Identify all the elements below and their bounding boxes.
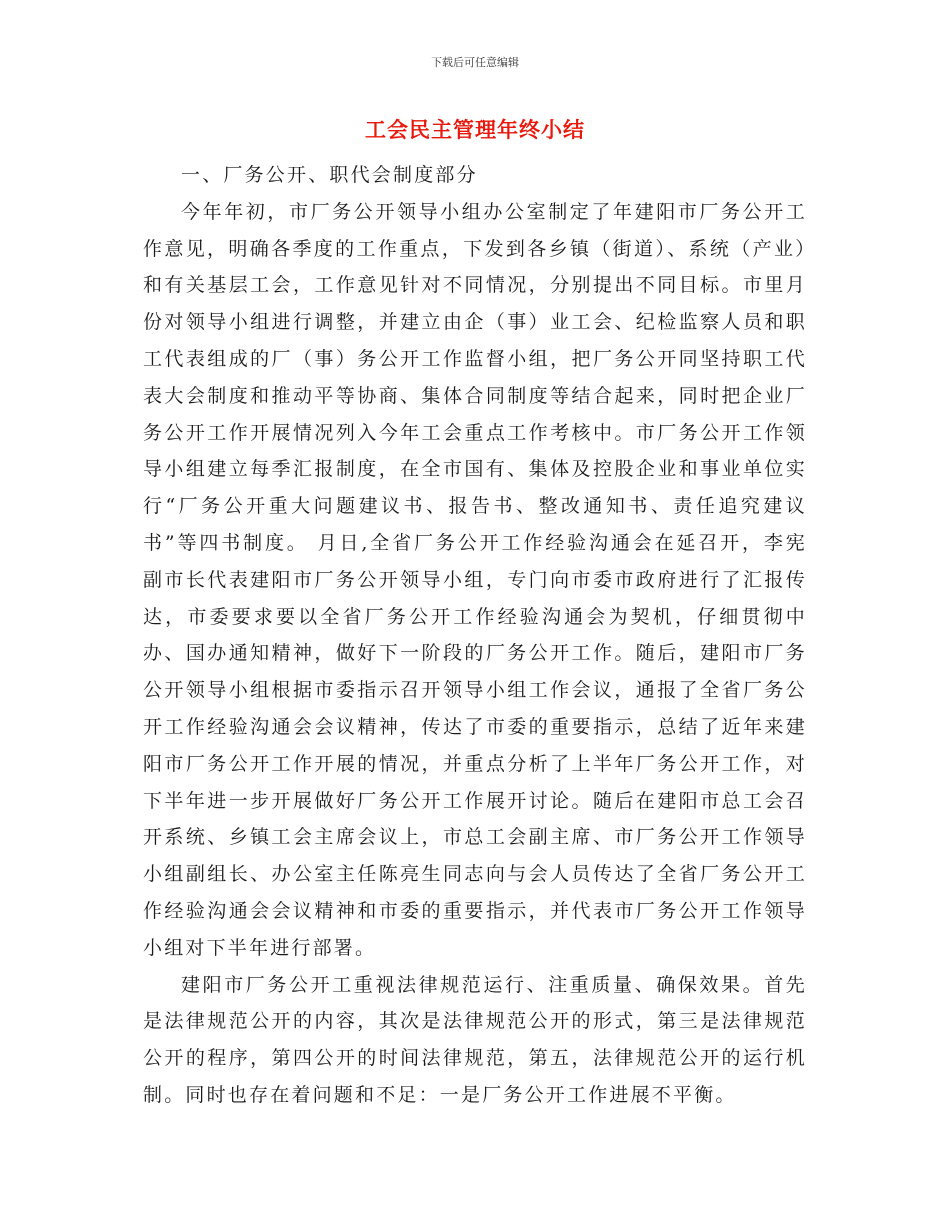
header-note: 下载后可任意编辑 xyxy=(431,56,519,69)
paragraph: 今年年初，市厂务公开领导小组办公室制定了年建阳市厂务公开工作意见，明确各季度的工作重点，下发到各乡镇（街道）、系统（产业）和有关基层工会，工作意见针对不同情况，分别提出不同目标。市里月份对领导小组进行调整，并建立由企（事）业工会、纪检监察人员和职工代表组成的厂（事）务公开工作监督小组，把厂务公开同坚持职工代表大会制度和推动平等协商、集体合同制度等结合起来，同时把企业厂务公开工作开展情况列入今年工会重点工作考核中。市厂务公开工作领导小组建立每季汇报制度，在全市国有、集体及控股企业和事业单位实行“厂务公开重大问题建议书、报告书、整改通知书、责任追究建议书”等四书制度。 月日,全省厂务公开工作经验沟通会在延召开，李宪副市长代表建阳市厂务公开领导小组，专门向市委市政府进行了汇报传达，市委要求要以全省厂务公开工作经验沟通会为契机，仔细贯彻中办、国办通知精神，做好下一阶段的厂务公开工作。随后，建阳市厂务公开领导小组根据市委指示召开领导小组工作会议，通报了全省厂务公开工作经验沟通会会议精神，传达了市委的重要指示，总结了近年来建阳市厂务公开工作开展的情况，并重点分析了上半年厂务公开工作，对下半年进一步开展做好厂务公开工作展开讨论。随后在建阳市总工会召开系统、乡镇工会主席会议上，市总工会副主席、市厂务公开工作领导小组副组长、办公室主任陈亮生同志向与会人员传达了全省厂务公开工作经验沟通会会议精神和市委的重要指示，并代表市厂务公开工作领导小组对下半年进行部署。 xyxy=(143,200,807,959)
document-body xyxy=(143,157,807,1114)
paragraph: 建阳市厂务公开工重视法律规范运行、注重质量、确保效果。首先是法律规范公开的内容，其次是法律规范公开的形式，第三是法律规范公开的程序，第四公开的时间法律规范，第五，法律规范公开的运行机制。同时也存在着问题和不足：一是厂务公开工作进展不平衡。 xyxy=(143,973,807,1106)
section-heading: 一、厂务公开、职代会制度部分 xyxy=(181,164,478,186)
document-title: 工会民主管理年终小结 xyxy=(365,118,585,142)
